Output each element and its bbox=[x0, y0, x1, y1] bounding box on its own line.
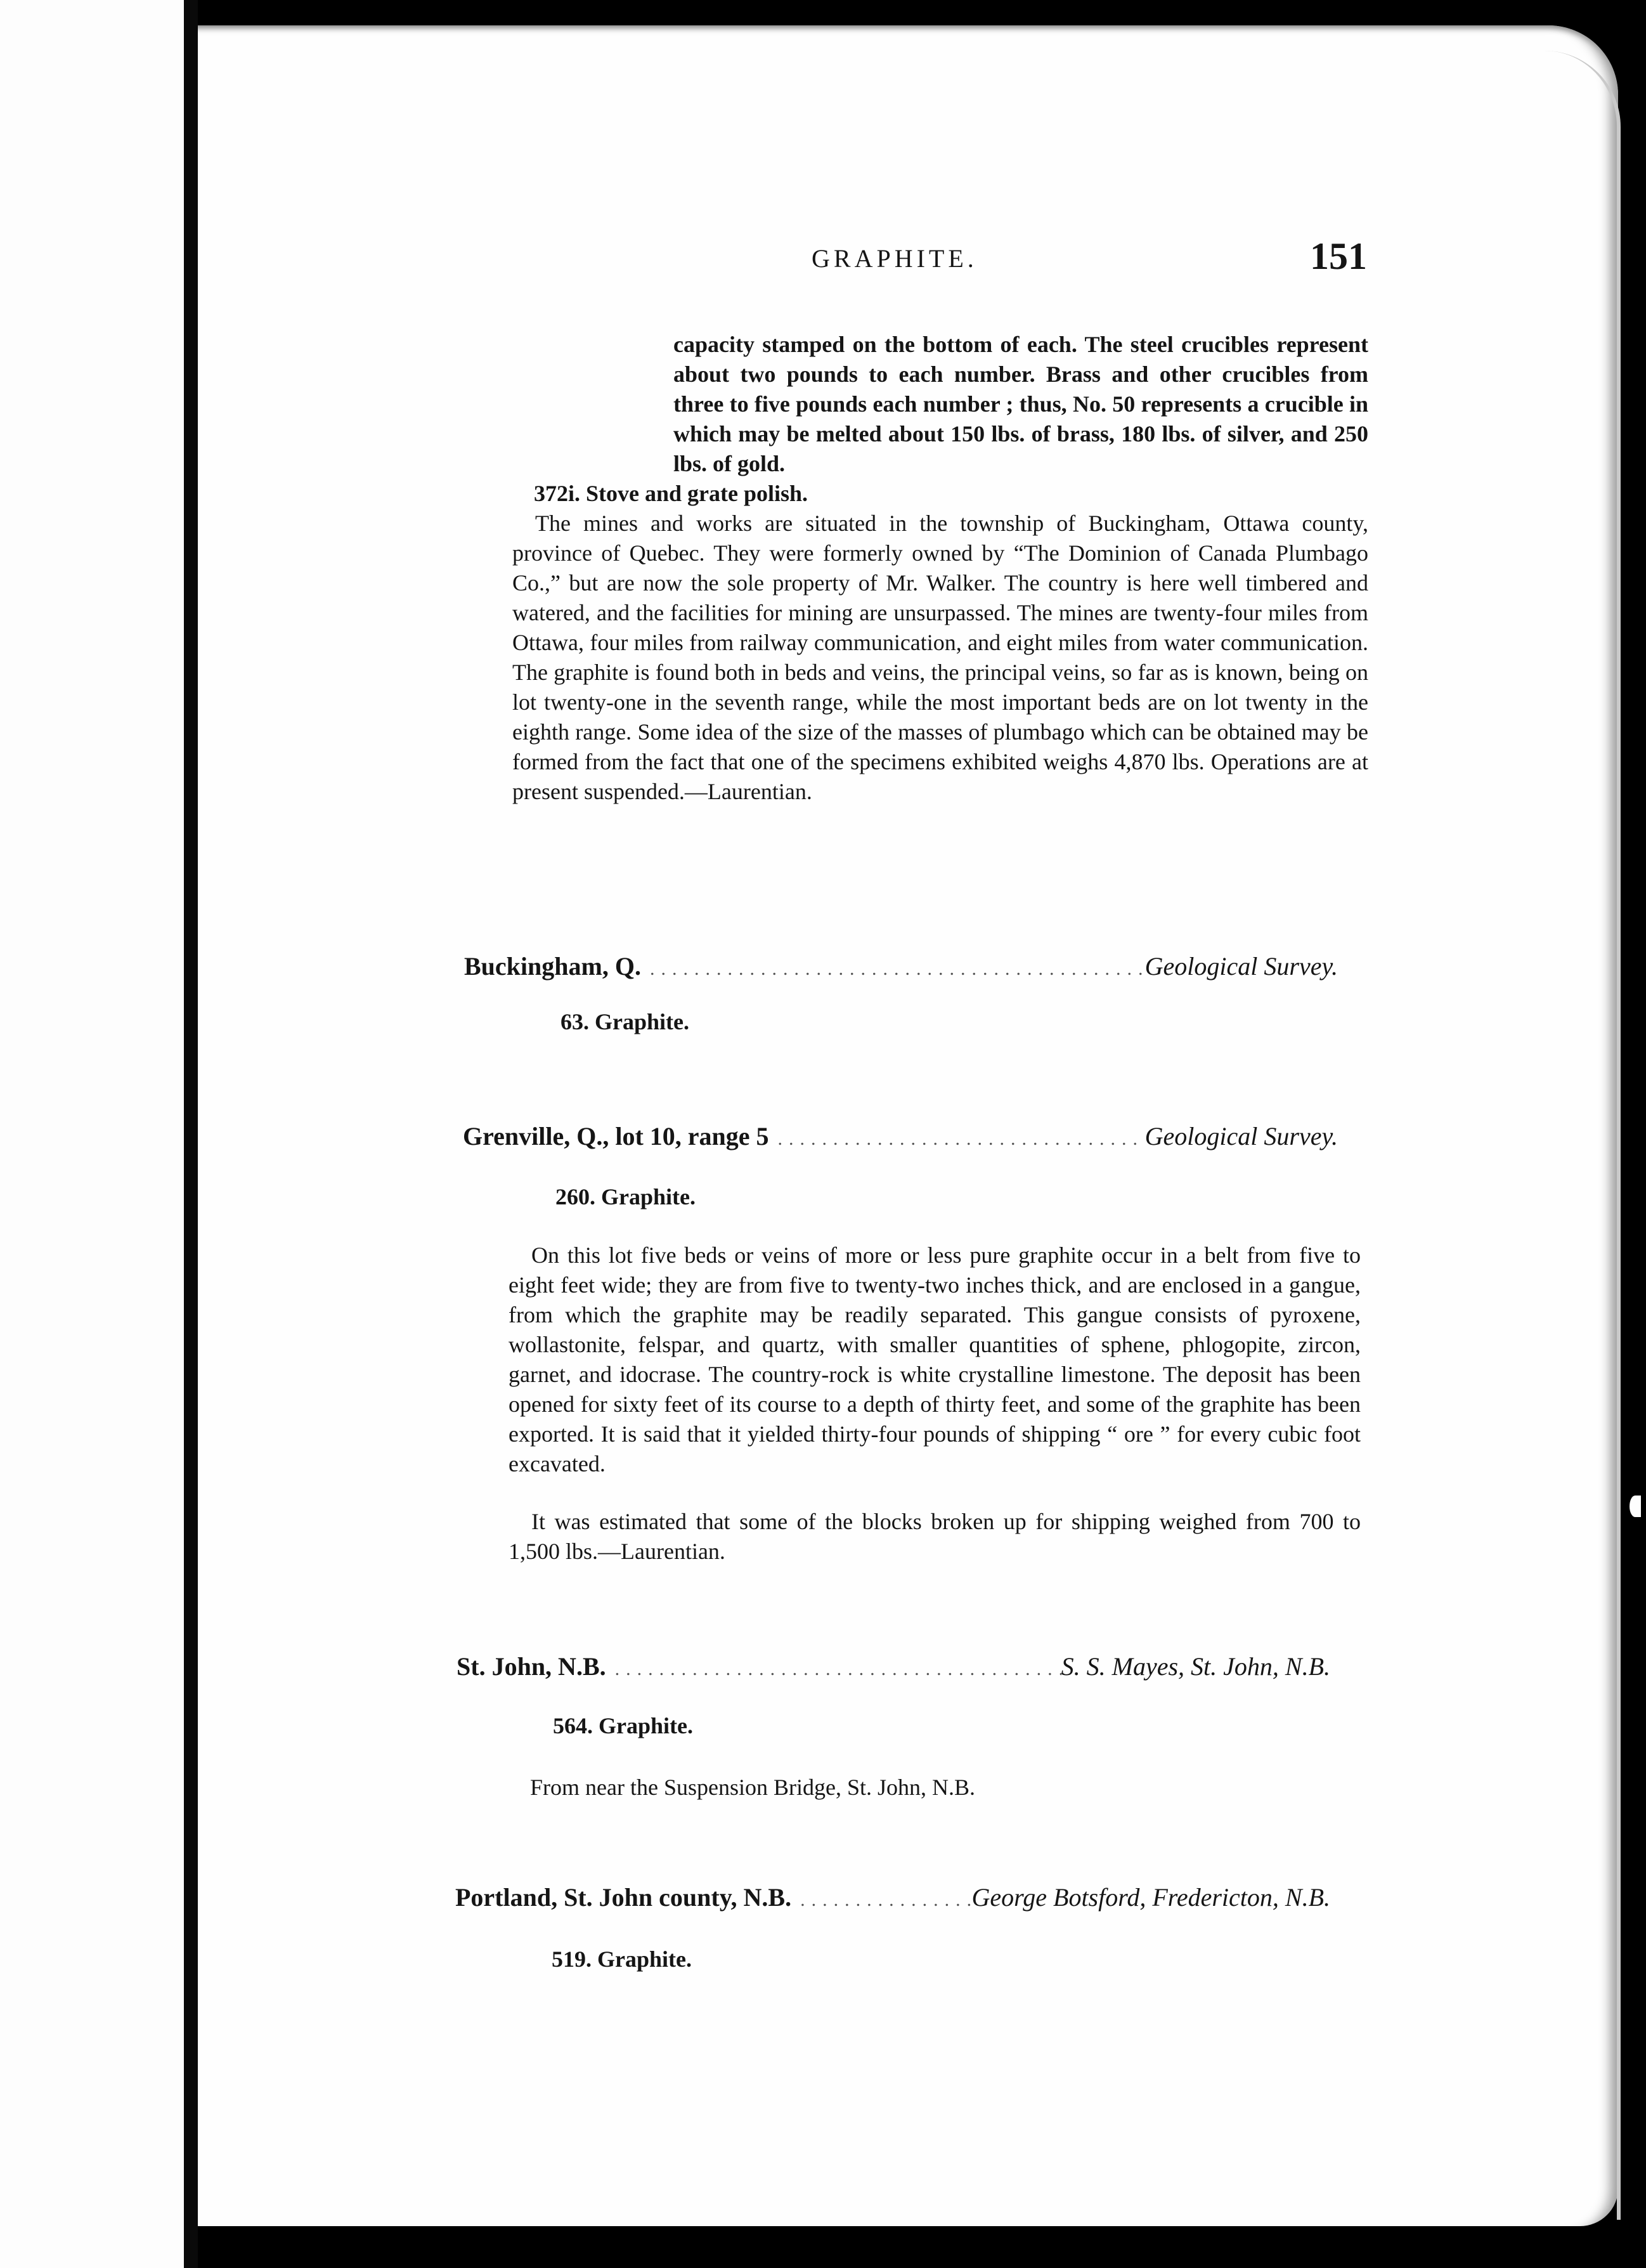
specimen-260: 260. Graphite. bbox=[555, 1184, 696, 1209]
item-372i: 372i. Stove and grate polish. bbox=[534, 481, 808, 506]
entry-portland bbox=[455, 1882, 1330, 1912]
page-number: 151 bbox=[1310, 235, 1367, 277]
entry-grenville bbox=[463, 1121, 1338, 1151]
entry-place: Buckingham, Q. bbox=[464, 952, 641, 981]
entry-exhibitor: S. S. Mayes, St. John, N.B. bbox=[1061, 1652, 1330, 1681]
entry-exhibitor: George Botsford, Fredericton, N.B. bbox=[971, 1883, 1330, 1912]
entry-place: Grenville, Q., lot 10, range 5 bbox=[463, 1122, 769, 1150]
specimen-564: 564. Graphite. bbox=[553, 1713, 693, 1738]
facing-page-edge bbox=[0, 0, 184, 2268]
crucible-continuation: capacity stamped on the bottom of each. The steel crucibles represent about two pounds to each number. Brass and other crucibles from three to five pounds each number ; thus, No. 50 represents a crucible in which may be melted about 150 lbs. of brass, 180 lbs. of silver, and 250 lbs. of gold. bbox=[673, 332, 1368, 476]
entry-exhibitor: Geological Survey. bbox=[1144, 952, 1338, 981]
grenville-notes: On this lot five beds or veins of more or less pure graphite occur in a belt from five to eight feet wide; they are from five to twenty-two inches thick, and are enclosed in a gangue, from which the graphite may be readily separated. This gangue consists of pyroxene, wollastonite, felspar, and quartz, with smaller quantities of sphene, phlogopite, zircon, garnet, and idocrase. The country-rock is white crystalline limestone. The deposit has been opened for sixty feet of its course to a depth of thirty feet, and some of the graphite has been exported. It is said that it yielded thirty-four pounds of shipping “ ore ” for every cubic foot excavated. bbox=[509, 1242, 1361, 1476]
page-stack-edge bbox=[1522, 51, 1621, 2220]
entry-place: St. John, N.B. bbox=[457, 1652, 606, 1681]
st-john-note: From near the Suspension Bridge, St. John, N.B. bbox=[530, 1775, 975, 1800]
entry-exhibitor: Geological Survey. bbox=[1144, 1122, 1338, 1150]
leader-dots bbox=[769, 1128, 1145, 1150]
specimen-519: 519. Graphite. bbox=[552, 1946, 692, 1972]
leader-dots bbox=[641, 958, 1145, 980]
mines-description: The mines and works are situated in the township of Buckingham, Ottawa county, province of Quebec. They were formerly owned by “The Dominion of Canada Plumbago Co.,” but are now the sole property of Mr. Walker. The country is here well timbered and watered, and the facilities for mining are unsurpassed. The mines are twenty-four miles from Ottawa, four miles from railway communication, and eight miles from water communication. The graphite is found both in beds and veins, the principal veins, so far as is known, being on lot twenty-one in the seventh range, while the most important beds are on lot twenty in the eighth range. Some idea of the size of the masses of plumbago which can be obtained may be formed from the fact that one of the specimens exhibited weighs 4,870 lbs. Operations are at present suspended.—Laurentian. bbox=[512, 511, 1368, 804]
entry-buckingham bbox=[464, 951, 1338, 981]
leader-dots bbox=[791, 1889, 971, 1911]
grenville-blocks-note: It was estimated that some of the blocks broken up for shipping weighed from 700 to 1,500 lbs.—Laurentian. bbox=[509, 1509, 1361, 1564]
entry-st-john bbox=[457, 1652, 1330, 1681]
leader-dots bbox=[606, 1659, 1061, 1680]
book-spine bbox=[184, 0, 198, 2268]
running-title: GRAPHITE. bbox=[812, 244, 978, 273]
specimen-63: 63. Graphite. bbox=[561, 1009, 689, 1034]
page-tab bbox=[1630, 1496, 1641, 1517]
entry-place: Portland, St. John county, N.B. bbox=[455, 1883, 792, 1912]
